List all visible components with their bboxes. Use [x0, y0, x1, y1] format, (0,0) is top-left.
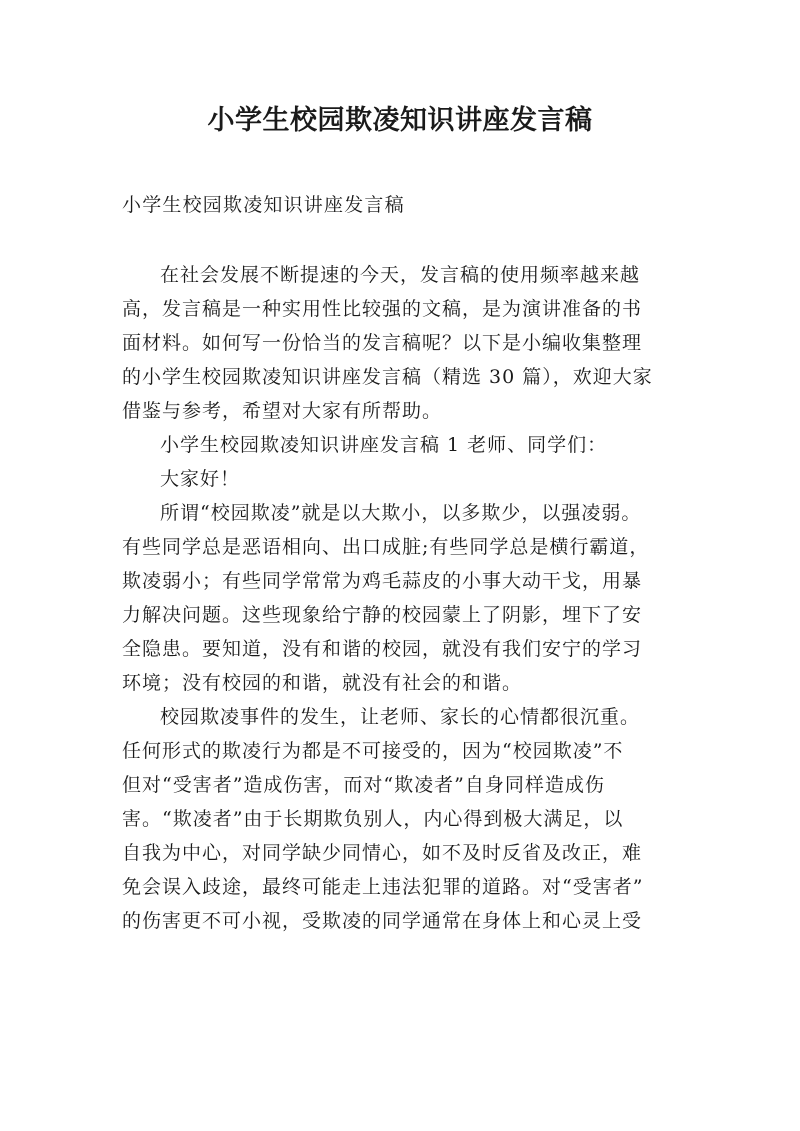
text-line: 害。“欺凌者”由于长期欺负别人，内心得到极大满足，以	[122, 808, 624, 830]
text-line: 有些同学总是恶语相向、出口成脏;有些同学总是横行霸道，	[122, 536, 650, 558]
text-line: 但对“受害者”造成伤害，而对“欺凌者”自身同样造成伤	[122, 774, 605, 796]
text-line: 高，发言稿是一种实用性比较强的文稿，是为演讲准备的书	[122, 298, 643, 320]
paragraph-definition	[122, 496, 688, 700]
text-line: 免会误入歧途，最终可能走上违法犯罪的道路。对“受害者”	[122, 876, 644, 898]
document-title: 小学生校园欺凌知识讲座发言稿	[207, 105, 593, 136]
document-subtitle: 小学生校园欺凌知识讲座发言稿	[122, 194, 405, 216]
text-line: 自我为中心，对同学缺少同情心，如不及时反省及改正，难	[122, 842, 643, 864]
text-line: 的伤害更不可小视，受欺凌的同学通常在身体上和心灵上受	[122, 910, 643, 932]
text-line: 大家好！	[160, 468, 241, 490]
text-line: 的小学生校园欺凌知识讲座发言稿（精选 30 篇），欢迎大家	[122, 366, 653, 388]
paragraph-intro	[122, 258, 688, 428]
text-line: 所谓“校园欺凌”就是以大欺小，以多欺少，以强凌弱。	[160, 502, 642, 524]
paragraph-heading-1	[122, 428, 688, 462]
text-line: 欺凌弱小；有些同学常常为鸡毛蒜皮的小事大动干戈，用暴	[122, 570, 643, 592]
text-line: 在社会发展不断提速的今天，发言稿的使用频率越来越	[160, 264, 641, 286]
text-line: 全隐患。要知道，没有和谐的校园，就没有我们安宁的学习	[122, 638, 643, 660]
paragraph-impact	[122, 700, 688, 938]
document-body	[122, 258, 688, 938]
text-line: 面材料。如何写一份恰当的发言稿呢？以下是小编收集整理	[122, 332, 643, 354]
text-line: 环境；没有校园的和谐，就没有社会的和谐。	[122, 672, 523, 694]
text-line: 任何形式的欺凌行为都是不可接受的，因为“校园欺凌”不	[122, 740, 624, 762]
text-line: 小学生校园欺凌知识讲座发言稿 1 老师、同学们：	[160, 434, 608, 456]
text-line: 校园欺凌事件的发生，让老师、家长的心情都很沉重。	[160, 706, 641, 728]
paragraph-greeting	[122, 462, 688, 496]
text-line: 借鉴与参考，希望对大家有所帮助。	[122, 400, 443, 422]
text-line: 力解决问题。这些现象给宁静的校园蒙上了阴影，埋下了安	[122, 604, 643, 626]
